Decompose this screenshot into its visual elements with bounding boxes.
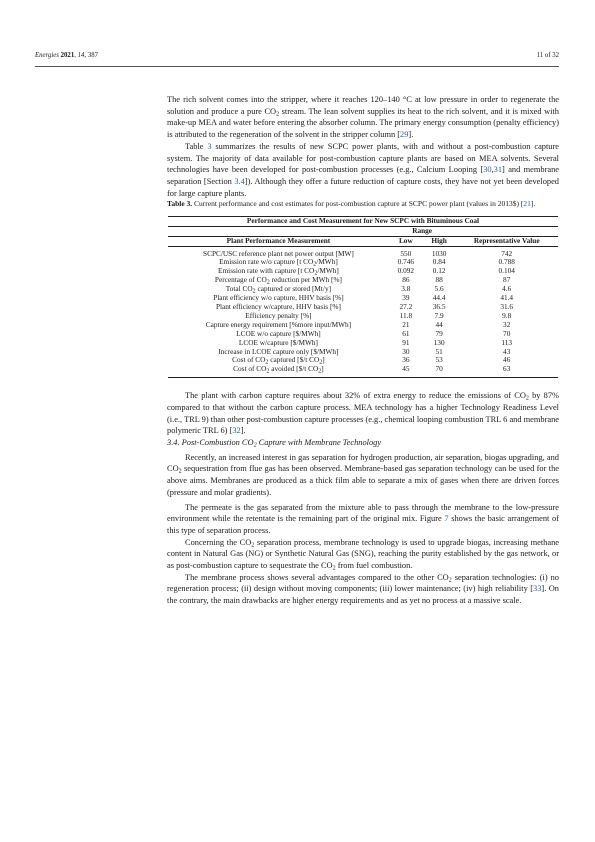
- journal-volume: 14: [77, 52, 85, 59]
- high-value-cell: 5.6: [434, 284, 444, 294]
- performance-cost-table: [168, 216, 558, 378]
- measurement-cell: Cost of $CO_2$ captured [$/t $CO_2$]: [232, 355, 325, 366]
- low-value-cell: 3.8: [401, 284, 411, 294]
- measurement-cell: Percentage of $CO_2$ reduction per MWh [%]: [214, 275, 342, 286]
- table-row: [168, 330, 558, 339]
- header-rule: [35, 66, 559, 67]
- measurement-cell: SCPC/USC reference plant net power output [MW]: [203, 248, 354, 258]
- paragraph-energy: The plant with carbon capture requires about 32% of extra energy to reduce the emissions of $CO_2$ by 87% compared to that without the carbon capture process. MEA technology has a higher Technology Readiness Level (i.e., TRL 9) than other post-combustion capture processes (e.g., chemical looping combustion TRL 6 and membrane polymeric TRL 6) [32].: [167, 391, 560, 436]
- rep-value-cell: 70: [503, 328, 511, 338]
- measurement-cell: LCOE w/capture [$/MWh]: [238, 337, 318, 347]
- column-header: Low: [389, 236, 423, 246]
- table-row: [168, 365, 558, 377]
- high-value-cell: 70: [435, 364, 443, 374]
- citation-link[interactable]: 31: [493, 165, 503, 175]
- section-heading: 3.4. Post-Combustion $CO_2$ Capture with Membrane Technology: [167, 438, 382, 449]
- high-value-cell: 0.12: [432, 266, 446, 276]
- page-number: 11 of 32: [536, 52, 559, 59]
- table-link[interactable]: 3: [207, 141, 212, 151]
- high-value-cell: 1030: [431, 248, 447, 258]
- section-link[interactable]: 3.4: [234, 176, 245, 186]
- rep-value-cell: 0.788: [498, 257, 515, 267]
- rep-value-cell: 113: [501, 337, 513, 347]
- rep-value-cell: 43: [503, 346, 511, 356]
- measurement-cell: Plant efficiency w/capture, HHV basis [%]: [215, 301, 341, 311]
- measurement-cell: Total $CO_2$ captured or stored [Mt/y]: [225, 284, 332, 295]
- journal-year: 2021: [60, 52, 75, 59]
- main-body: [167, 94, 559, 607]
- figure-link[interactable]: 7: [444, 514, 449, 524]
- high-value-cell: 53: [435, 355, 443, 365]
- measurement-cell: Emission rate with capture [t $CO_2/MWh$]: [218, 266, 339, 277]
- citation-link[interactable]: 21: [523, 199, 531, 209]
- rep-value-cell: 46: [503, 355, 511, 365]
- low-value-cell: 36: [402, 355, 410, 365]
- rep-value-cell: 41.4: [500, 293, 514, 303]
- journal-citation: Energies 2021, 14, 387: [35, 52, 99, 59]
- measurement-cell: Cost of $CO_2$ avoided [$/t $CO_2$]: [233, 364, 324, 375]
- low-value-cell: 11.8: [399, 310, 413, 320]
- high-value-cell: 44.4: [432, 293, 446, 303]
- high-value-cell: 0.84: [432, 257, 446, 267]
- measurement-cell: Capture energy requirement [%more input/MWh]: [205, 319, 352, 329]
- measurement-cell: Increase in LCOE capture only [$/MWh]: [218, 346, 339, 356]
- rep-value-cell: 63: [503, 364, 511, 374]
- high-value-cell: 130: [433, 337, 445, 347]
- citation-link[interactable]: 29: [400, 130, 409, 140]
- rep-value-cell: 31.6: [500, 301, 514, 311]
- column-header: Representative Value: [455, 236, 558, 246]
- measurement-cell: Efficiency penalty [%]: [245, 310, 312, 320]
- rep-value-cell: 87: [503, 275, 511, 285]
- paragraph-advantages: The membrane process shows several advantages compared to the other $CO_2$ separation technologies: (i) no regeneration process; (ii) design without moving components; (iii) lower maintenance; (iv) high reliability [33]. On the contrary, the main drawbacks are higher energy requirements and as yet no process at a massive scale.: [167, 572, 559, 606]
- rep-value-cell: 4.6: [502, 284, 512, 294]
- column-header: High: [423, 236, 456, 246]
- paragraph-permeate: The permeate is the gas separated from the mixture able to pass through the membrane to the low-pressure environment while the retentate is the remaining part of the original mix. Figure 7 shows the basic arrangement of this type of separation process.: [167, 502, 559, 535]
- measurement-cell: Plant efficiency w/o capture, HHV basis [%]: [213, 293, 344, 303]
- low-value-cell: 30: [402, 346, 410, 356]
- rep-value-cell: 0.104: [498, 266, 515, 276]
- citation-link[interactable]: 32: [232, 426, 241, 436]
- low-value-cell: 61: [402, 328, 410, 338]
- citation-link[interactable]: 33: [533, 584, 542, 594]
- column-header: Plant Performance Measurement: [168, 236, 389, 246]
- high-value-cell: 7.9: [434, 310, 444, 320]
- low-value-cell: 27.2: [399, 301, 413, 311]
- low-value-cell: 550: [400, 248, 412, 258]
- rep-value-cell: 742: [501, 248, 513, 258]
- table-label: Table 3.: [167, 199, 193, 209]
- citation-link[interactable]: 30: [483, 165, 492, 175]
- range-header: Range: [389, 226, 456, 236]
- running-header: [35, 52, 559, 59]
- article-number: 387: [87, 52, 99, 59]
- journal-name: Energies: [35, 52, 59, 59]
- high-value-cell: 36.5: [432, 301, 446, 311]
- table-row: [168, 348, 558, 357]
- table-caption: Table 3. Current performance and cost estimates for post-combustion capture at SCPC power plant (values in 2013$) [21].: [167, 199, 536, 209]
- low-value-cell: 86: [402, 275, 410, 285]
- high-value-cell: 44: [435, 319, 443, 329]
- measurement-cell: LCOE w/o capture [$/MWh]: [236, 328, 321, 338]
- table-row: [168, 356, 558, 365]
- paragraph-stripper: The rich solvent comes into the stripper, where it reaches 120–140 °C at low pressure in order to regenerate the solution and produce a pure $CO_2$ stream. The lean solvent supplies its heat to the rich solvent, and it is mixed with make-up MEA and water before entering the absorber column. The primary energy consumption (penalty efficiency) is attributed to the regeneration of the solvent in the stripper column [29].: [167, 95, 559, 140]
- measurement-cell: Emission rate w/o capture [t $CO_2/MWh$]: [219, 257, 338, 268]
- low-value-cell: 39: [402, 293, 410, 303]
- table-title: Performance and Cost Measurement for New SCPC with Bituminous Coal: [168, 216, 558, 226]
- table-row: [168, 303, 558, 312]
- rep-value-cell: 9.8: [502, 310, 512, 320]
- low-value-cell: 21: [402, 319, 410, 329]
- low-value-cell: 91: [402, 337, 410, 347]
- high-value-cell: 51: [435, 346, 443, 356]
- high-value-cell: 88: [435, 275, 443, 285]
- low-value-cell: 0.746: [397, 257, 415, 267]
- paragraph-membrane-intro: Recently, an increased interest in gas separation for hydrogen production, air separation, biogas upgrading, and $CO_2$ sequestration from flue gas has been observed. Membrane-based gas separation technology can be used for the above aims. Membranes are produced as a thick film able to separate a mix of gases when there are driven forces (pressure and molar gradients).: [167, 452, 559, 497]
- low-value-cell: 0.092: [397, 266, 415, 276]
- paragraph-separation: Concerning the $CO_2$ separation process, membrane technology is used to upgrade biogas, increasing methane content in Natural Gas (NG) or Synthetic Natural Gas (SNG), reaching the purity established by the gas network, or as post-combustion capture to sequestrate the $CO_2$ from fuel combustion.: [167, 537, 559, 572]
- table-body: [168, 246, 558, 378]
- paragraph-table-summary: Table 3 summarizes the results of new SCPC power plants, with and without a post-combustion capture system. The majority of data available for post-combustion capture plants are based on MEA solvents. Several technologies have been developed for post-combustion processes (e.g., Calcium Looping [30,31] and membrane separation [Section 3.4]). Although they offer a future reduction of capture costs, they have not yet been developed for large capture plants.: [167, 141, 560, 198]
- high-value-cell: 79: [435, 328, 443, 338]
- low-value-cell: 45: [402, 364, 410, 374]
- table-row: [168, 321, 558, 330]
- rep-value-cell: 32: [503, 319, 511, 329]
